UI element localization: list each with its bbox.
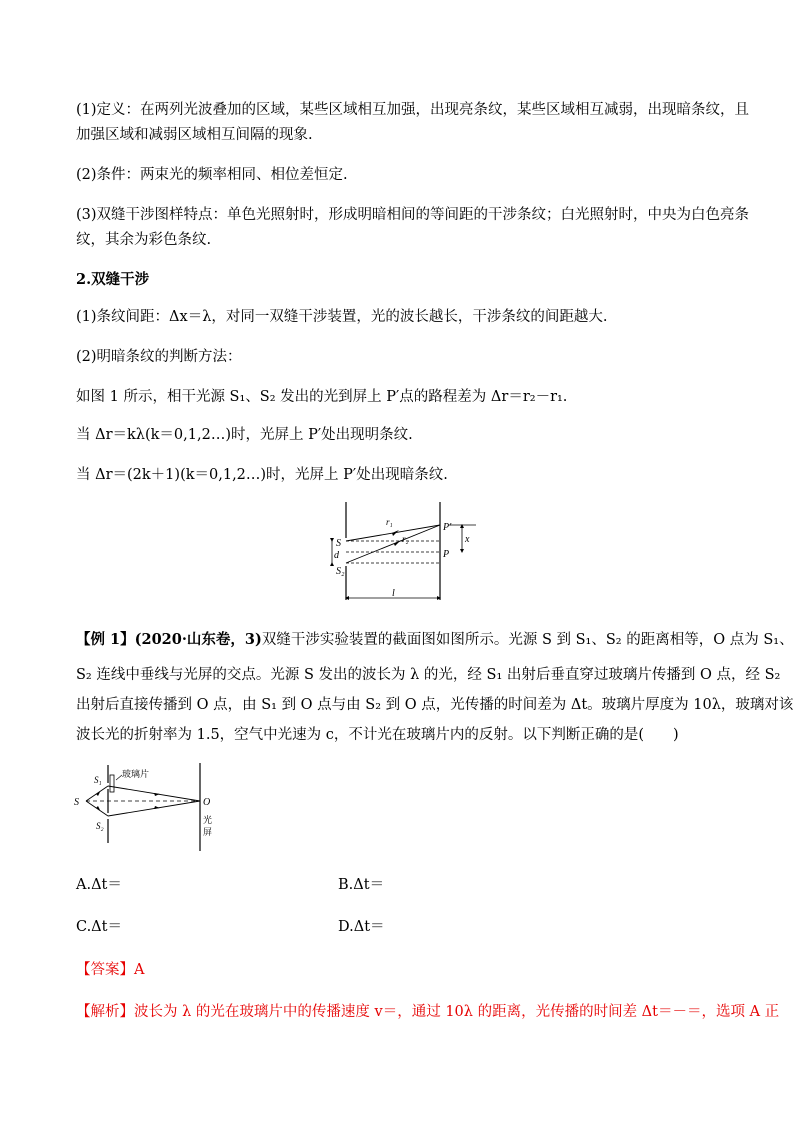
fig2-label-screen-1: 光 <box>203 815 213 825</box>
analysis-tag: 【解析】 <box>76 1004 134 1020</box>
definition-line-1: (1)定义：在两列光波叠加的区域，某些区域相互加强，出现亮条纹，某些区域相互减弱，出现暗条纹，且 <box>76 102 750 118</box>
fig1-label-p: P <box>443 549 450 560</box>
features-line-1: (3)双缝干涉图样特点：单色光照射时，形成明暗相间的等间距的干涉条纹；白光照射时，中央为白色亮条 <box>76 207 750 223</box>
example-line-2: S₂ 连线中垂线与光屏的交点。光源 S 发出的波长为 λ 的光，经 S₁ 出射后垂直穿过玻璃片传播到 O 点，经 S₂ <box>76 667 781 683</box>
answer-value: A <box>134 962 145 978</box>
answer-tag: 【答案】 <box>76 962 134 978</box>
fig1-label-d: d <box>334 550 339 561</box>
fig2-label-glass: 玻璃片 <box>122 769 150 779</box>
figure1-intro: 如图 1 所示，相干光源 S₁、S₂ 发出的光到屏上 P′点的路程差为 Δr＝r₂－r₁. <box>76 389 568 405</box>
answer-line <box>76 958 144 979</box>
fig1-label-s2: S₂ <box>336 566 345 577</box>
option-a: A.Δt＝ <box>76 877 122 893</box>
example-line-4: 波长光的折射率为 1.5，空气中光速为 c，不计光在玻璃片内的反射。以下判断正确的是( ) <box>76 727 679 743</box>
dark-fringe-rule: 当 Δr＝(2k＋1)(k＝0,1,2…)时，光屏上 P′处出现暗条纹. <box>76 467 448 483</box>
definition-line-2: 加强区域和减弱区域相互间隔的现象. <box>76 127 313 143</box>
method-title: (2)明暗条纹的判断方法： <box>76 349 242 365</box>
fig1-label-s: S <box>336 538 341 549</box>
example-line-3: 出射后直接传播到 O 点，由 S₁ 到 O 点与由 S₂ 到 O 点，光传播的时间差为 Δt。玻璃片厚度为 10λ，玻璃对该 <box>76 697 794 713</box>
analysis-line <box>76 1000 779 1021</box>
bright-fringe-rule: 当 Δr＝kλ(k＝0,1,2…)时，光屏上 P′处出现明条纹. <box>76 427 413 443</box>
fig2-label-o: O <box>203 797 211 808</box>
example-source: (2020·山东卷，3) <box>134 631 262 648</box>
example-text-1: 双缝干涉实验装置的截面图如图所示。光源 S 到 S₁、S₂ 的距离相等，O 点为 S₁、 <box>261 632 794 648</box>
example-tag: 【例 1】 <box>76 631 135 648</box>
fig1-label-l: l <box>392 588 395 599</box>
fig1-label-r1: r₁ <box>386 517 393 527</box>
fig1-label-r2: r₂ <box>402 534 409 544</box>
features-line-2: 纹，其余为彩色条纹. <box>76 232 212 248</box>
fringe-spacing-line: (1)条纹间距：Δx＝λ，对同一双缝干涉装置，光的波长越长，干涉条纹的间距越大. <box>76 309 608 325</box>
section-heading: 2.双缝干涉 <box>76 271 150 288</box>
condition-line: (2)条件：两束光的频率相同、相位差恒定. <box>76 167 348 183</box>
analysis-text: 波长为 λ 的光在玻璃片中的传播速度 v＝，通过 10λ 的距离，光传播的时间差 Δt＝－＝，选项 A 正 <box>134 1004 780 1020</box>
fig2-label-s: S <box>74 797 79 808</box>
fig2-label-s2: S₂ <box>96 821 104 831</box>
example-line-1 <box>76 628 794 649</box>
option-d: D.Δt＝ <box>338 919 385 935</box>
double-slit-figure <box>322 500 482 610</box>
fig1-label-pprime: P′ <box>443 522 452 533</box>
fig2-label-screen-2: 屏 <box>203 827 213 837</box>
fig1-label-x: x <box>465 534 470 545</box>
option-c: C.Δt＝ <box>76 919 122 935</box>
glass-slab-figure <box>70 763 230 853</box>
fig2-label-s1: S₁ <box>94 775 102 785</box>
option-b: B.Δt＝ <box>338 877 385 893</box>
